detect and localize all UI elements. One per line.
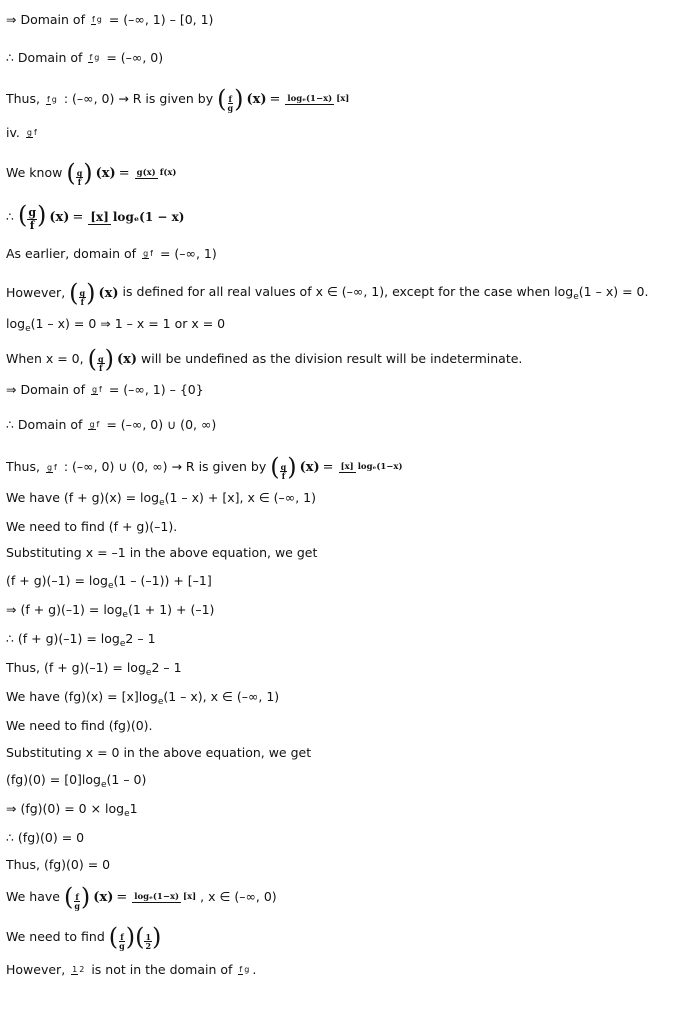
line-sum-step-1: $(f + g)(-1) = \log_e(1 - (-1)) + [-1]$ [6, 573, 212, 591]
line-sum-result: Thus, $(f + g)(-1) = \log_e2 - 1$ [6, 660, 182, 678]
fraction-f-over-g: f g [239, 965, 250, 975]
fraction-one-half: 1 2 [72, 965, 85, 975]
line-gf-formula: ∴ ( $\frac{g}{f}$ ) (x) = [x] logₑ(1 − x) [6, 201, 185, 232]
math-paren-fraction: ( $\frac{f}{g}$ ) [217, 85, 244, 113]
line-fg-definition: Thus, f g : (–∞, 0) → R is given by ( $\frac{f}{g}$ ) (x) = logₑ(1−x) [x] [6, 85, 350, 113]
math-paren-fraction: ( $\frac{1}{2}$ ) [135, 923, 162, 951]
math-paren-fraction: ( $\frac{g}{f}$ ) [66, 159, 93, 187]
math-paren-fraction: ( $\frac{g}{f}$ ) [17, 201, 47, 232]
fraction-f-over-g: f g [46, 94, 57, 104]
math-fraction: logₑ(1−x) [x] [134, 892, 197, 903]
line-domain-gf-derivation: ⇒ Domain of g f = (–∞, 1) – {0} [6, 382, 204, 398]
math-paren-fraction: ( $\frac{f}{g}$ ) [63, 883, 91, 911]
line-product-step-1: $(fg)(0) = [0]\log_e(1 - 0)$ [6, 772, 147, 790]
line-domain-fg-derivation: ⇒ Domain of f g = (–∞, 1) – [0, 1) [6, 12, 214, 28]
line-sum-step-2: ⇒ $(f + g)(-1) = \log_e(1 + 1) + (-1)$ [6, 602, 215, 620]
fraction-g-over-f: g f [89, 420, 100, 430]
line-sum-step-3: ∴ $(f + g)(-1) = \log_e2 - 1$ [6, 631, 156, 649]
math-paren-fraction: ( $\frac{f}{g}$ ) [108, 923, 136, 951]
line-domain-fg-result: ∴ Domain of f g = (–∞, 0) [6, 50, 164, 66]
line-quotient-definition: We have ( $\frac{f}{g}$ ) (x) = logₑ(1−x) [x] , x ∈ (–∞, 0) [6, 883, 277, 911]
line-substitute-minus-one: Substituting x = –1 in the above equation, we get [6, 545, 318, 561]
fraction-g-over-f: g f [46, 462, 57, 472]
line-find-product: We need to find (fg)(0). [6, 718, 153, 734]
math-paren-fraction: ( $\frac{g}{f}$ ) [69, 279, 96, 307]
line-however-defined: However, ( $\frac{g}{f}$ ) (x) is defined for all real values of x ∈ (–∞, 1), except for the case when $\log_e(1 - x) = 0$. [6, 279, 649, 307]
math-paren-fraction: ( $\frac{g}{f}$ ) [270, 453, 297, 481]
math-fraction: [x] logₑ(1 − x) [90, 209, 185, 224]
line-product-result: Thus, (fg)(0) = 0 [6, 857, 111, 873]
line-gf-definition: Thus, g f : (–∞, 0) ∪ (0, ∞) → R is given by ( $\frac{g}{f}$ ) (x) = [x] logₑ(1−x) [6, 453, 403, 481]
fraction-f-over-g: f g [89, 53, 100, 63]
fraction-f-over-g: f g [91, 15, 102, 25]
math-fraction: logₑ(1−x) [x] [287, 94, 350, 105]
line-product-step-3: ∴ (fg)(0) = 0 [6, 830, 85, 846]
fraction-g-over-f: g f [26, 128, 37, 138]
line-find-sum: We need to find (f + g)(–1). [6, 519, 178, 535]
line-log-zero: $\log_e(1 - x) = 0$ ⇒ 1 – x = 1 or x = 0 [6, 316, 226, 334]
line-substitute-zero: Substituting x = 0 in the above equation, we get [6, 745, 312, 761]
line-we-know: We know ( $\frac{g}{f}$ ) (x) = g(x) f(x) [6, 159, 177, 187]
fraction-g-over-f: g f [143, 249, 153, 259]
line-part-iv: iv. g f [6, 125, 37, 141]
math-fraction: [x] logₑ(1−x) [340, 462, 403, 473]
line-not-in-domain: However, 1 2 is not in the domain of f g . [6, 962, 257, 978]
line-undefined-at-zero: When x = 0, ( $\frac{g}{f}$ ) (x) will be undefined as the division result will be indeterminate. [6, 345, 523, 373]
math-paren-fraction: ( $\frac{g}{f}$ ) [87, 345, 114, 373]
fraction-g-over-f: g f [91, 385, 102, 395]
line-sum-definition: We have $(f + g)(x) = \log_e(1 - x) + [x]$, x ∈ (–∞, 1) [6, 490, 316, 508]
line-product-step-2: ⇒ $(fg)(0) = 0 \times \log_e1$ [6, 801, 138, 819]
line-product-definition: We have $(fg)(x) = [x]\log_e(1 - x)$, x ∈ (–∞, 1) [6, 689, 280, 707]
line-domain-gf-earlier: As earlier, domain of g f = (–∞, 1) [6, 246, 217, 262]
math-fraction: g(x) f(x) [136, 168, 177, 179]
line-domain-gf-result: ∴ Domain of g f = (–∞, 0) ∪ (0, ∞) [6, 417, 217, 433]
line-find-quotient: We need to find ( $\frac{f}{g}$ )( $\frac{1}{2}$ ) [6, 923, 162, 951]
